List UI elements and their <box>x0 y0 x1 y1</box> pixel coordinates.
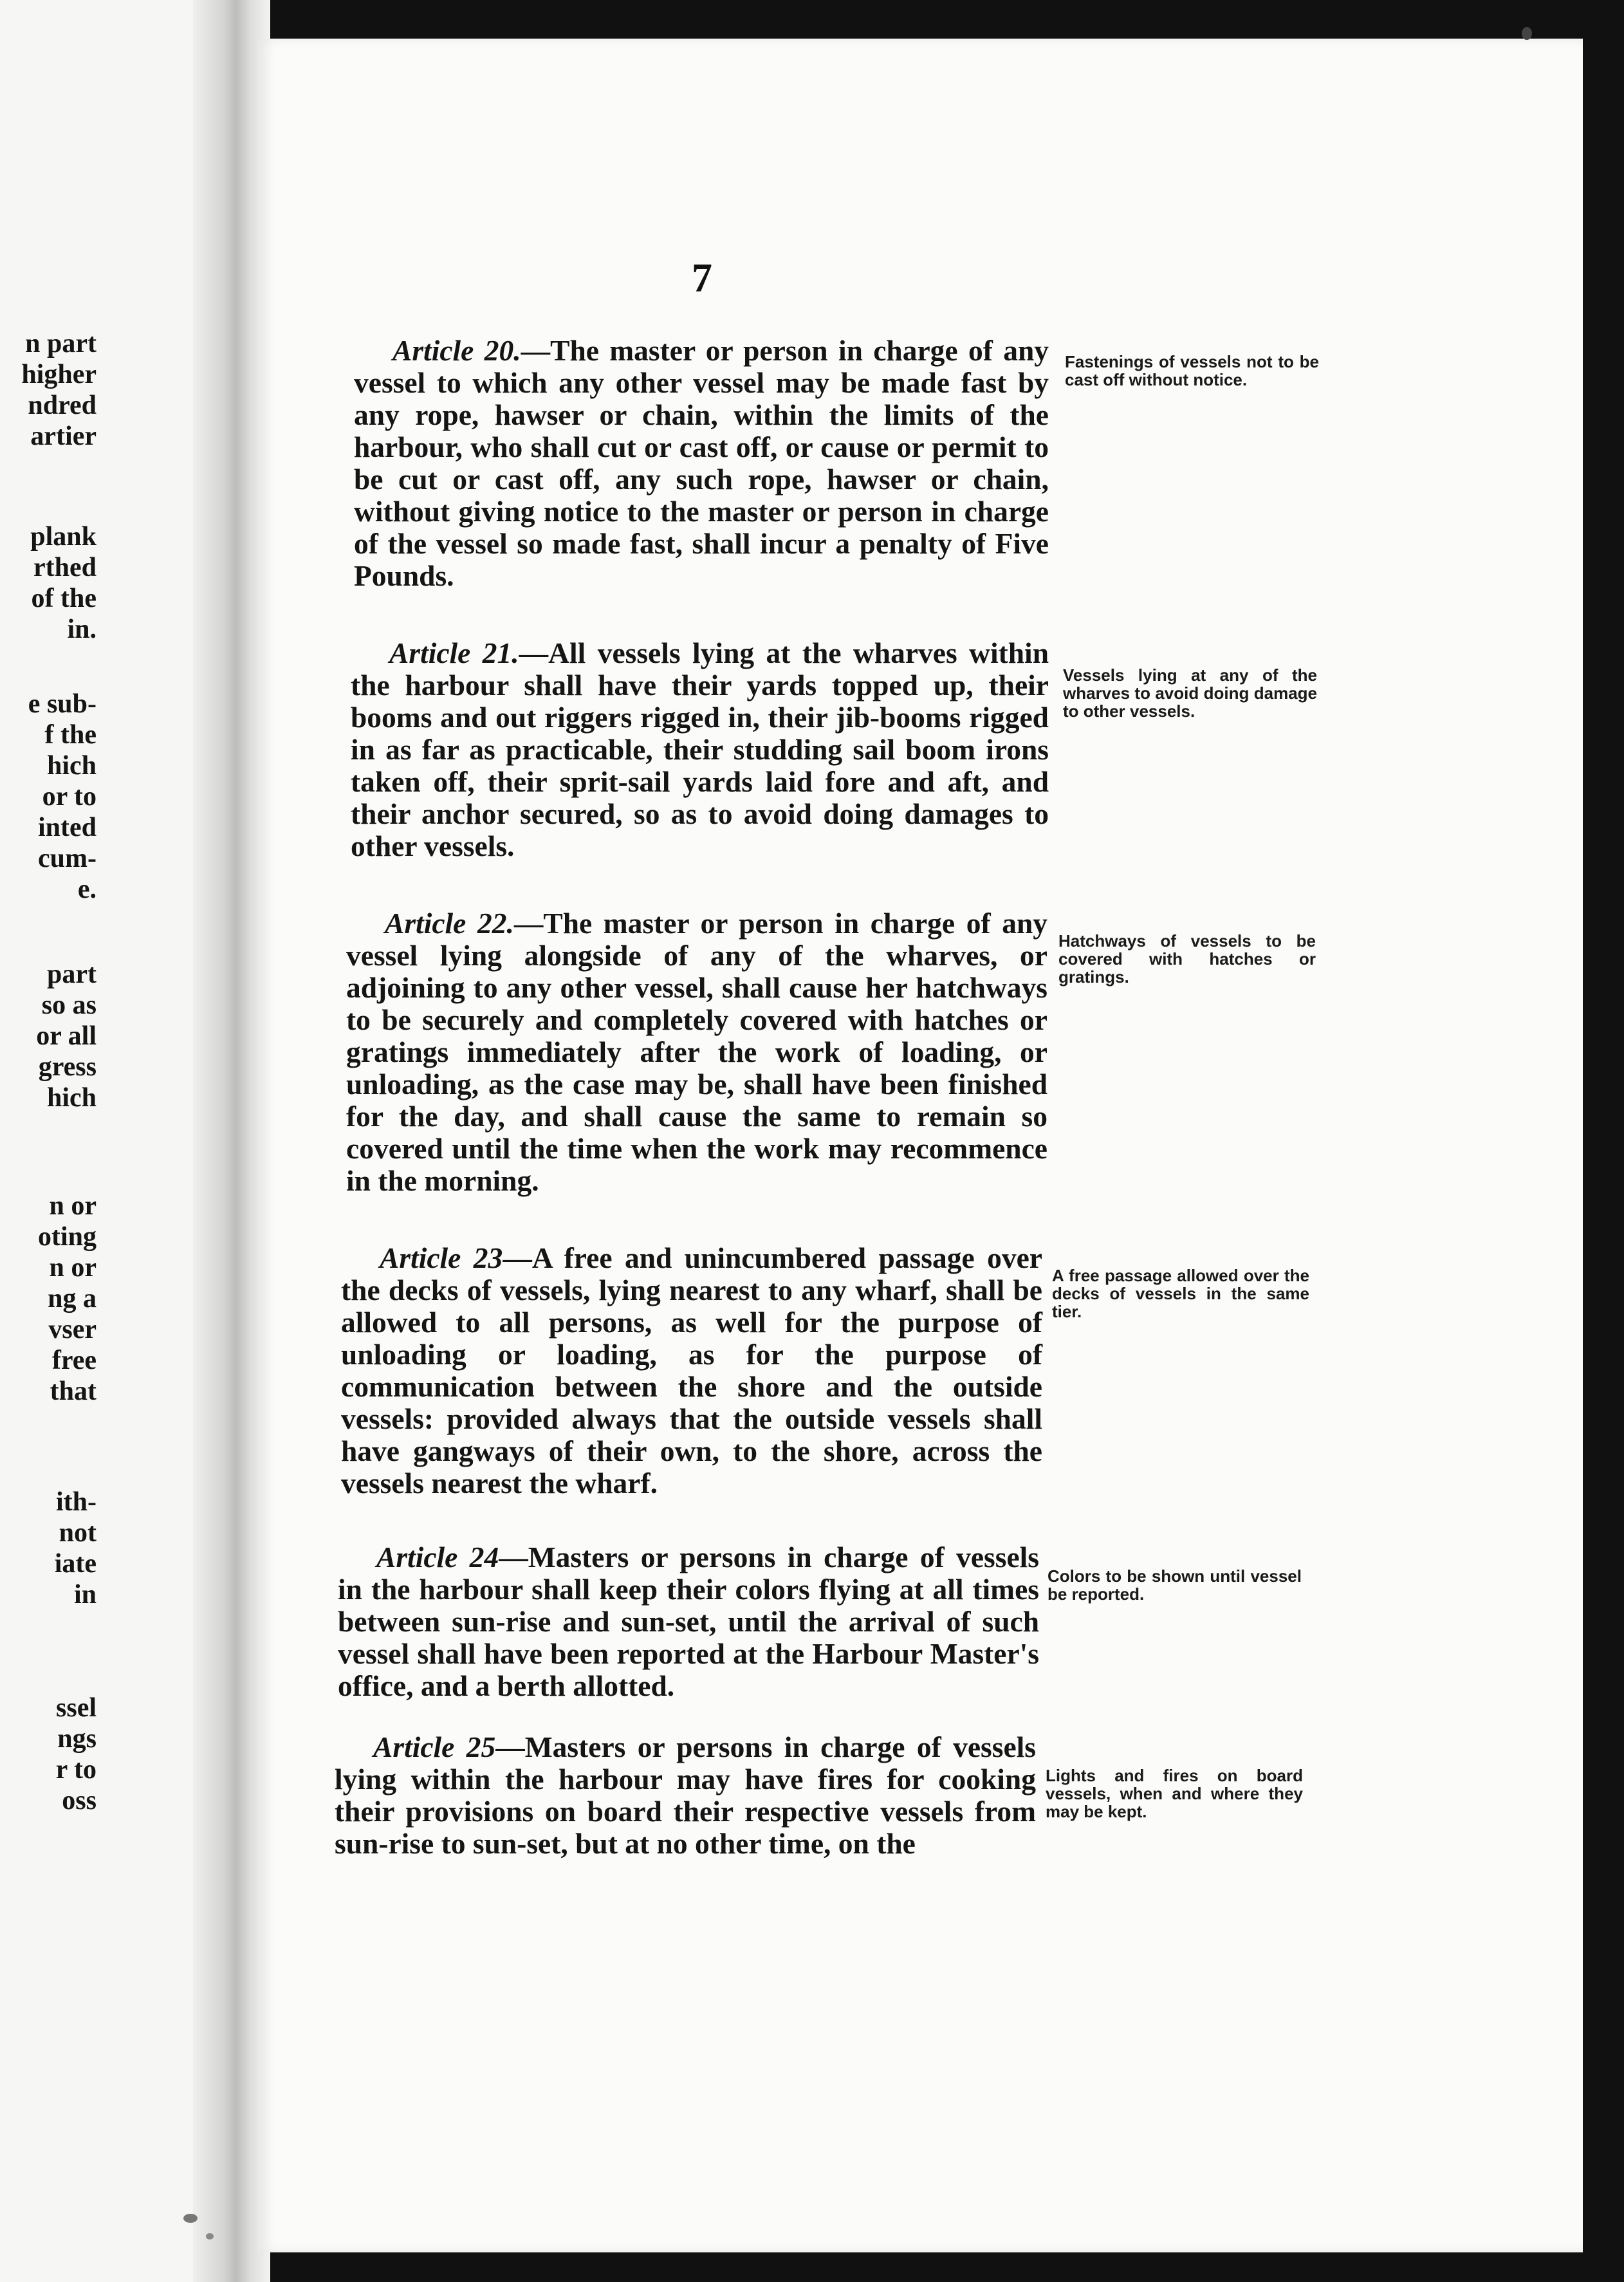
article-text: —A free and unincumbered passage over the decks of vessels, lying nearest to any wharf, shall be allowed to all persons, as well for the purpose of unloading or loading, as for the purpose of communication between the shore and the outside vessels: provided always that the outside vessels shall have gangways of their own, to the shore, across the vessels nearest the wharf. <box>341 1241 1042 1499</box>
article-24 <box>338 1541 1039 1702</box>
left-fragment-line: hich <box>46 751 97 781</box>
margin-note: Vessels lying at any of the wharves to avoid doing damage to other vessels. <box>1063 665 1317 721</box>
left-fragment-line: oting <box>37 1222 97 1252</box>
left-fragment-line: n or <box>49 1253 97 1283</box>
left-fragment-line: not <box>59 1518 97 1548</box>
margin-note: Hatchways of vessels to be covered with hatches or gratings. <box>1058 931 1316 987</box>
page-speck <box>1522 27 1532 40</box>
left-fragment-line: in. <box>67 615 97 644</box>
article-text: —The master or person in charge of any vessel to which any other vessel may be made fast by any rope, hawser or chain, within the limits of the harbour, who shall cut or cast off, or cause or permit to be cut or cast off, any such rope, hawser or chain, without giving notice to the master or person in charge of the vessel so made fast, shall incur a penalty of Five Pounds. <box>354 334 1049 592</box>
left-fragment-line: in <box>73 1580 97 1609</box>
left-fragment-line: so as <box>41 990 97 1020</box>
article-label: Article 21. <box>389 636 519 669</box>
margin-note: Lights and fires on board vessels, when and where they may be kept. <box>1046 1766 1303 1821</box>
page-speck <box>183 2214 198 2223</box>
left-fragment-line: n or <box>49 1191 97 1221</box>
left-fragment-line: n part <box>25 329 97 358</box>
page-speck <box>206 2233 214 2240</box>
article-text: —Masters or persons in charge of vessels lying within the harbour may have fires for cooking their provisions on board their respective vessels from sun-rise to sun-set, but at no other time, on the <box>335 1730 1036 1860</box>
article-25 <box>335 1731 1036 1860</box>
left-fragment-line: or all <box>36 1021 97 1051</box>
article-label: Article 24 <box>376 1541 499 1573</box>
margin-note: Fastenings of vessels not to be cast off without notice. <box>1065 352 1319 389</box>
left-fragment-line: hich <box>46 1083 97 1113</box>
article-text: —Masters or persons in charge of vessels in the harbour shall keep their colors flying at all times between sun-rise and sun-set, until the arrival of such vessel shall have been reported at the Harbour Master's office, and a berth allotted. <box>338 1541 1039 1702</box>
margin-note: Colors to be shown until vessel be reported. <box>1047 1566 1302 1604</box>
left-fragment-line: artier <box>30 422 97 451</box>
left-fragment-line: free <box>51 1346 97 1375</box>
left-fragment-line: part <box>47 960 97 989</box>
article-text: —All vessels lying at the wharves within the harbour shall have their yards topped up, their booms and out riggers rigged in, their jib-booms rigged in as far as practicable, their studding sail boom irons taken off, their sprit-sail yards laid fore and aft, and their anchor secured, so as to avoid doing damages to other vessels. <box>351 636 1049 862</box>
article-20 <box>354 335 1049 592</box>
left-fragment-line: plank <box>30 522 97 552</box>
left-fragment-line: gress <box>38 1052 97 1082</box>
left-fragment-line: ngs <box>57 1724 97 1754</box>
article-21 <box>351 637 1049 862</box>
left-fragment-line: inted <box>37 813 97 842</box>
left-fragment-line: higher <box>21 360 97 389</box>
article-23 <box>341 1242 1042 1499</box>
left-fragment-line: vser <box>48 1315 97 1344</box>
page-number: 7 <box>692 255 712 301</box>
article-label: Article 23 <box>380 1241 503 1274</box>
left-fragment-line: ndred <box>28 391 97 420</box>
article-text: —The master or person in charge of any vessel lying alongside of any of the wharves, or adjoining to any other vessel, shall cause her hatchways to be securely and completely covered with hatches or gratings immediately after the work of loading, or unloading, as the case may be, shall have been finished for the day, and shall cause the same to remain so covered until the time when the work may recommence in the morning. <box>346 907 1047 1197</box>
margin-note: A free passage allowed over the decks of vessels in the same tier. <box>1052 1266 1309 1321</box>
left-fragment-line: rthed <box>33 553 97 582</box>
left-fragment-line: iate <box>54 1549 97 1579</box>
left-fragment-line: ssel <box>56 1693 97 1723</box>
left-fragment-line: e sub- <box>28 689 97 719</box>
left-fragment-line: r to <box>55 1755 97 1785</box>
left-fragment-line: ith- <box>56 1487 97 1517</box>
left-fragment-line: or to <box>42 782 97 812</box>
left-fragment-line: f the <box>44 720 97 750</box>
left-fragment-line: that <box>50 1377 97 1406</box>
left-fragment-line: of the <box>31 584 97 613</box>
left-fragment-line: oss <box>62 1786 97 1815</box>
left-fragment-line: ng a <box>48 1284 97 1313</box>
article-label: Article 20. <box>392 334 521 367</box>
article-label: Article 25 <box>373 1730 496 1763</box>
article-label: Article 22. <box>385 907 514 940</box>
left-fragment-line: e. <box>77 875 97 904</box>
left-fragment-line: cum- <box>38 844 97 873</box>
article-22 <box>346 907 1047 1197</box>
